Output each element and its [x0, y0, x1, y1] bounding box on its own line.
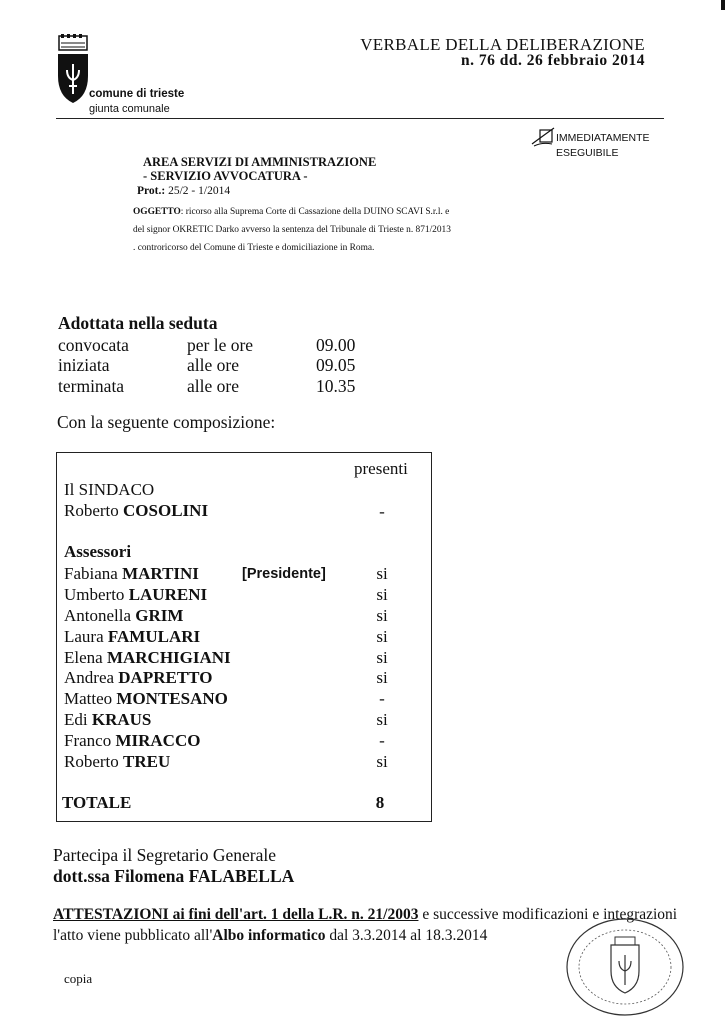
session-mid: per le ore	[187, 335, 254, 355]
first-name: Franco	[64, 731, 112, 750]
total-value: 8	[375, 793, 385, 812]
deliberation-number: n. 76 dd. 26 febbraio 2014	[461, 52, 645, 69]
present-value: si	[376, 606, 388, 625]
session-time: 10.35	[316, 376, 356, 396]
member-row	[64, 585, 207, 605]
publication-text-a: l'atto viene pubblicato all'	[53, 927, 213, 944]
member-row	[64, 689, 228, 709]
session-label: terminata	[58, 376, 125, 396]
first-name: Laura	[64, 627, 104, 646]
total-label: TOTALE	[62, 793, 132, 812]
last-name: COSOLINI	[123, 501, 209, 520]
present-value: si	[376, 752, 388, 771]
first-name: Edi	[64, 710, 88, 729]
comune-name: comune di trieste	[89, 88, 185, 100]
first-name: Roberto	[64, 501, 119, 520]
publication-dates: dal 3.3.2014 al 18.3.2014	[325, 927, 488, 944]
corner-mark	[721, 0, 725, 10]
immediately-executable-label	[556, 131, 650, 161]
present-value: si	[376, 710, 388, 729]
document-title: VERBALE DELLA DELIBERAZIONE	[360, 35, 645, 54]
copy-label: copia	[64, 971, 93, 986]
last-name: GRIM	[135, 606, 184, 625]
present-value: si	[376, 585, 388, 604]
sindaco-title: Il SINDACO	[64, 480, 155, 499]
assessori-title: Assessori	[64, 542, 132, 561]
composition-heading: Con la seguente composizione:	[57, 412, 276, 432]
albo-informatico: Albo informatico	[212, 927, 326, 944]
giunta-name: giunta comunale	[89, 103, 170, 115]
area-line-2: - SERVIZIO AVVOCATURA -	[143, 169, 308, 183]
present-value: si	[376, 648, 388, 667]
subject-line-2: del signor OKRETIC Darko avverso la sentenza del Tribunale di Trieste n. 871/2013	[133, 225, 451, 235]
session-label: iniziata	[58, 355, 110, 375]
eseguibile-text: ESEGUIBILE	[556, 147, 619, 159]
protocol-value: 25/2 - 1/2014	[168, 185, 231, 197]
member-row	[64, 564, 199, 584]
protocol-label: Prot.:	[137, 185, 166, 197]
last-name: DAPRETTO	[118, 668, 213, 687]
first-name: Elena	[64, 648, 103, 667]
session-time: 09.00	[316, 335, 356, 355]
member-row	[64, 710, 151, 730]
secretary-line: Partecipa il Segretario Generale	[53, 845, 277, 865]
trieste-coat-of-arms-logo	[56, 34, 90, 104]
session-time: 09.05	[316, 355, 356, 375]
last-name: MARTINI	[122, 564, 199, 583]
member-row	[64, 752, 170, 772]
president-label: [Presidente]	[242, 566, 326, 582]
attestation-heading: ATTESTAZIONI ai fini dell'art. 1 della L.R. n. 21/2003	[53, 906, 419, 923]
subject	[133, 203, 523, 257]
first-name: Umberto	[64, 585, 125, 604]
present-value: si	[376, 564, 388, 583]
official-stamp-icon	[563, 915, 687, 1017]
immediatamente-text: IMMEDIATAMENTE	[556, 132, 650, 144]
last-name: MIRACCO	[115, 731, 201, 750]
subject-line-3: . controricorso del Comune di Trieste e domiciliazione in Roma.	[133, 243, 375, 253]
last-name: FAMULARI	[107, 627, 201, 646]
member-row	[64, 627, 200, 647]
header-divider	[56, 118, 664, 119]
present-column-header: presenti	[354, 459, 408, 478]
session-title: Adottata nella seduta	[58, 313, 218, 333]
present-value: si	[376, 627, 388, 646]
session-mid: alle ore	[187, 355, 239, 375]
first-name: Roberto	[64, 752, 119, 771]
first-name: Andrea	[64, 668, 115, 687]
secretary-name: dott.ssa Filomena FALABELLA	[53, 866, 295, 886]
present-value: si	[376, 668, 388, 687]
present-value: -	[379, 689, 385, 708]
sindaco-name	[64, 501, 208, 521]
checkbox-checked-icon	[530, 126, 556, 150]
first-name: Matteo	[64, 689, 113, 708]
subject-line-1	[133, 203, 523, 221]
first-name: Antonella	[64, 606, 132, 625]
first-name: Fabiana	[64, 564, 118, 583]
member-row	[64, 668, 212, 688]
protocol	[137, 185, 230, 197]
last-name: KRAUS	[91, 710, 152, 729]
session-mid: alle ore	[187, 376, 239, 396]
present-value: -	[379, 731, 385, 750]
member-row	[64, 648, 231, 668]
last-name: MARCHIGIANI	[106, 648, 231, 667]
present-value: -	[379, 502, 385, 521]
last-name: LAURENI	[128, 585, 208, 604]
session-label: convocata	[58, 335, 129, 355]
last-name: TREU	[123, 752, 171, 771]
attestation-rest: e successive modificazioni e integrazioni	[418, 906, 678, 923]
area-heading	[143, 155, 376, 183]
subject-label: OGGETTO	[133, 207, 181, 217]
area-line-1: AREA SERVIZI DI AMMINISTRAZIONE	[143, 155, 377, 169]
subject-text-1: : ricorso alla Suprema Corte di Cassazione della DUINO SCAVI S.r.l. e	[180, 207, 450, 217]
member-row	[64, 731, 200, 751]
last-name: MONTESANO	[116, 689, 228, 708]
member-row	[64, 606, 183, 626]
attestation-line-2	[53, 927, 487, 945]
